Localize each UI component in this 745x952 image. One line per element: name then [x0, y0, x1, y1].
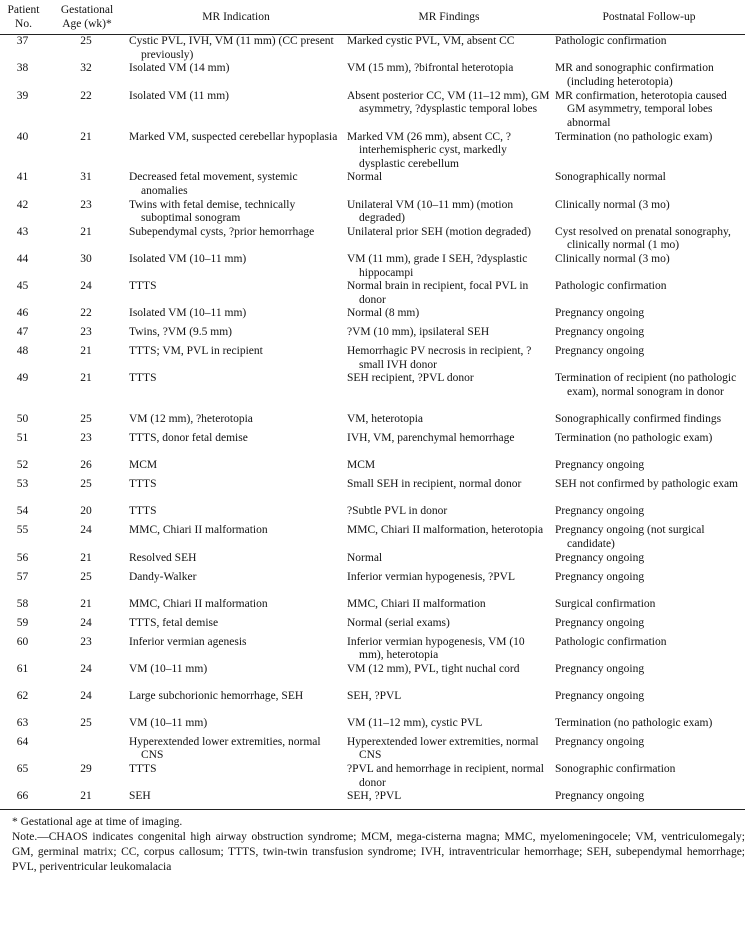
cell-mr-findings-text: Hemorrhagic PV necrosis in recipient, ?small IVH donor — [347, 345, 532, 371]
cell-postnatal-follow-up — [553, 280, 745, 307]
cell-mr-indication-text: TTTS, donor fetal demise — [129, 432, 248, 445]
cell-postnatal-follow-up-text: Sonographic confirmation — [555, 763, 676, 776]
cell-postnatal-follow-up-text: Surgical confirmation — [555, 597, 656, 610]
cell-postnatal-follow-up — [553, 690, 745, 717]
table-row — [0, 307, 745, 326]
cell-gestational-age: 25 — [80, 716, 92, 729]
cell-mr-indication — [127, 372, 345, 413]
cell-mr-indication — [127, 326, 345, 345]
table-row — [0, 552, 745, 571]
cell-mr-findings — [345, 505, 553, 524]
cell-patient-no: 48 — [16, 345, 29, 358]
cell-mr-findings-text: Marked cystic PVL, VM, absent CC — [347, 35, 515, 48]
cell-mr-findings-text: VM (15 mm), ?bifrontal heterotopia — [347, 62, 514, 75]
cell-postnatal-follow-up — [553, 598, 745, 617]
cell-postnatal-follow-up-text: Pregnancy ongoing — [555, 735, 645, 748]
cell-patient-no: 43 — [16, 225, 29, 238]
cell-patient-no: 49 — [16, 372, 29, 385]
cell-postnatal-follow-up-text: Clinically normal (3 mo) — [555, 198, 670, 211]
cell-mr-findings-text: Absent posterior CC, VM (11–12 mm), GM asymmetry, ?dysplastic temporal lobes — [347, 89, 550, 116]
cell-mr-findings — [345, 326, 553, 345]
cell-mr-indication — [127, 736, 345, 763]
cell-postnatal-follow-up-text: Pregnancy ongoing — [555, 790, 645, 803]
cell-mr-findings — [345, 280, 553, 307]
cell-mr-indication — [127, 307, 345, 326]
cell-postnatal-follow-up — [553, 35, 745, 63]
cell-postnatal-follow-up — [553, 478, 745, 505]
cell-gestational-age: 24 — [80, 280, 92, 293]
cell-gestational-age: 25 — [80, 570, 92, 583]
table-row — [0, 90, 745, 131]
table-row — [0, 372, 745, 413]
cell-gestational-age: 30 — [80, 252, 92, 265]
cell-mr-indication — [127, 413, 345, 432]
cell-mr-indication — [127, 199, 345, 226]
cell-postnatal-follow-up — [553, 459, 745, 478]
footnote-note: Note.—CHAOS indicates congenital high airway obstruction syndrome; MCM, mega-cisterna magna; MMC, myelomeningocele; VM, ventriculomegaly; GM, germinal matrix; CC, corpus callosum; TTTS, twin-twin transfusion syndrome; IVH, intraventricular hemorrhage; SEH, subependymal hemorrhage; PVL, periventricular leukomalacia — [12, 831, 745, 874]
cell-postnatal-follow-up-text: Pregnancy ongoing — [555, 551, 645, 564]
cell-patient-no: 42 — [16, 198, 29, 211]
cell-mr-indication — [127, 62, 345, 89]
cell-mr-indication — [127, 90, 345, 131]
table-row — [0, 663, 745, 690]
cell-mr-findings — [345, 636, 553, 663]
cell-patient-no: 54 — [16, 505, 29, 518]
cell-gestational-age: 23 — [80, 432, 92, 445]
cell-mr-indication — [127, 505, 345, 524]
table-row — [0, 171, 745, 198]
cell-mr-indication-text: TTTS — [129, 763, 157, 776]
cell-patient-no: 55 — [16, 524, 29, 537]
cell-mr-findings — [345, 199, 553, 226]
cell-mr-findings — [345, 552, 553, 571]
cell-mr-findings-text: Marked VM (26 mm), absent CC, ?interhemispheric cyst, markedly dysplastic cerebellum — [347, 130, 511, 170]
cell-mr-indication — [127, 226, 345, 253]
table-row — [0, 736, 745, 763]
cell-mr-findings — [345, 432, 553, 459]
cell-postnatal-follow-up-text: Clinically normal (3 mo) — [555, 252, 670, 265]
cell-mr-indication — [127, 131, 345, 172]
cell-postnatal-follow-up-text: Pathologic confirmation — [555, 35, 667, 48]
table-row — [0, 459, 745, 478]
cell-postnatal-follow-up — [553, 171, 745, 198]
cell-mr-findings — [345, 663, 553, 690]
cell-postnatal-follow-up-text: Pregnancy ongoing — [555, 662, 645, 675]
table-row — [0, 524, 745, 551]
cell-mr-indication-text: Cystic PVL, IVH, VM (11 mm) (CC present previously) — [129, 35, 334, 61]
cell-mr-indication — [127, 478, 345, 505]
cell-mr-findings — [345, 690, 553, 717]
cell-mr-indication — [127, 253, 345, 280]
cell-mr-indication — [127, 617, 345, 636]
cell-mr-findings-text: Normal (8 mm) — [347, 307, 420, 320]
cell-mr-findings — [345, 35, 553, 63]
cell-mr-indication — [127, 717, 345, 736]
table-row — [0, 763, 745, 790]
cell-mr-findings-text: Inferior vermian hypogenesis, VM (10 mm), heterotopia — [347, 635, 525, 662]
header-gestational-age: Gestational Age (wk)* — [60, 4, 114, 30]
cell-patient-no: 47 — [16, 326, 29, 339]
cell-patient-no: 50 — [16, 413, 29, 426]
table-body — [0, 35, 745, 810]
cell-postnatal-follow-up-text: Termination (no pathologic exam) — [555, 716, 713, 729]
cell-mr-findings — [345, 345, 553, 372]
cell-postnatal-follow-up — [553, 790, 745, 810]
cell-mr-indication-text: Inferior vermian agenesis — [129, 635, 247, 648]
cell-postnatal-follow-up — [553, 505, 745, 524]
cell-patient-no: 52 — [16, 459, 29, 472]
cell-postnatal-follow-up-text: Pregnancy ongoing — [555, 616, 645, 629]
cell-gestational-age: 26 — [80, 459, 92, 472]
cell-postnatal-follow-up-text: Pathologic confirmation — [555, 280, 667, 293]
cell-mr-findings-text: Normal (serial exams) — [347, 616, 450, 629]
cell-mr-findings — [345, 717, 553, 736]
cell-mr-findings-text: SEH recipient, ?PVL donor — [347, 372, 474, 385]
cell-mr-findings-text: Normal brain in recipient, focal PVL in donor — [347, 280, 529, 306]
cell-gestational-age: 24 — [80, 662, 92, 675]
cell-mr-indication-text: Dandy-Walker — [129, 570, 197, 583]
cell-postnatal-follow-up — [553, 432, 745, 459]
cell-postnatal-follow-up — [553, 90, 745, 131]
cell-mr-findings-text: Hyperextended lower extremities, normal CNS — [347, 735, 539, 762]
cell-mr-findings-text: VM (11 mm), grade I SEH, ?dysplastic hippocampi — [347, 252, 528, 279]
table-header — [0, 3, 745, 35]
table-row — [0, 280, 745, 307]
cell-mr-indication-text: Large subchorionic hemorrhage, SEH — [129, 689, 304, 702]
cell-postnatal-follow-up-text: Cyst resolved on prenatal sonography, clinically normal (1 mo) — [555, 225, 731, 252]
cell-postnatal-follow-up-text: Sonographically confirmed findings — [555, 413, 722, 426]
cell-postnatal-follow-up — [553, 571, 745, 598]
cell-mr-findings — [345, 372, 553, 413]
cell-postnatal-follow-up-text: MR confirmation, heterotopia caused GM asymmetry, temporal lobes abnormal — [555, 89, 727, 129]
table-row — [0, 598, 745, 617]
cell-patient-no: 62 — [16, 689, 29, 702]
cell-postnatal-follow-up-text: Pregnancy ongoing — [555, 505, 645, 518]
cell-mr-findings-text: MMC, Chiari II malformation, heterotopia — [347, 524, 544, 537]
cell-mr-findings — [345, 736, 553, 763]
cell-mr-findings — [345, 459, 553, 478]
cell-mr-findings-text: Small SEH in recipient, normal donor — [347, 478, 522, 491]
cell-mr-indication — [127, 524, 345, 551]
cell-mr-indication-text: Hyperextended lower extremities, normal CNS — [129, 735, 321, 762]
cell-mr-indication-text: MCM — [129, 459, 158, 472]
cell-mr-findings — [345, 478, 553, 505]
cell-mr-indication-text: Isolated VM (11 mm) — [129, 89, 229, 102]
cell-mr-findings — [345, 598, 553, 617]
cell-patient-no: 46 — [16, 307, 29, 320]
cell-gestational-age: 23 — [80, 635, 92, 648]
cell-patient-no: 41 — [16, 171, 29, 184]
table-row — [0, 636, 745, 663]
cell-postnatal-follow-up — [553, 524, 745, 551]
cell-mr-indication-text: TTTS, fetal demise — [129, 616, 219, 629]
cell-postnatal-follow-up — [553, 326, 745, 345]
cell-patient-no: 66 — [16, 790, 29, 803]
cell-postnatal-follow-up-text: Pathologic confirmation — [555, 635, 667, 648]
cell-patient-no: 56 — [16, 551, 29, 564]
cell-postnatal-follow-up-text: Pregnancy ongoing (not surgical candidate) — [555, 524, 705, 551]
cell-mr-indication-text: TTTS — [129, 280, 157, 293]
table-row — [0, 326, 745, 345]
cell-mr-indication-text: TTTS; VM, PVL in recipient — [129, 345, 263, 358]
cell-mr-indication — [127, 171, 345, 198]
cell-mr-findings-text: SEH, ?PVL — [347, 790, 402, 803]
cell-gestational-age: 25 — [80, 35, 92, 48]
cell-mr-indication-text: SEH — [129, 790, 151, 803]
cell-gestational-age: 21 — [80, 790, 92, 803]
header-postnatal-follow-up: Postnatal Follow-up — [602, 10, 696, 23]
footnote-asterisk: * Gestational age at time of imaging. — [12, 816, 183, 829]
cell-patient-no: 37 — [16, 35, 29, 48]
cell-gestational-age: 24 — [80, 616, 92, 629]
header-mr-findings: MR Findings — [418, 10, 480, 23]
cell-postnatal-follow-up — [553, 307, 745, 326]
table-row — [0, 790, 745, 810]
cell-mr-indication-text: VM (10–11 mm) — [129, 716, 208, 729]
cell-mr-indication — [127, 598, 345, 617]
table-row — [0, 226, 745, 253]
cell-gestational-age: 32 — [80, 62, 92, 75]
cell-mr-findings — [345, 413, 553, 432]
cell-postnatal-follow-up-text: Termination of recipient (no pathologic exam), normal sonogram in donor — [555, 372, 737, 399]
cell-postnatal-follow-up — [553, 62, 745, 89]
cell-mr-findings — [345, 571, 553, 598]
cell-mr-findings-text: MMC, Chiari II malformation — [347, 597, 486, 610]
cell-mr-indication-text: TTTS — [129, 478, 157, 491]
cell-mr-findings-text: VM, heterotopia — [347, 413, 424, 426]
cell-gestational-age: 20 — [80, 505, 92, 518]
cell-gestational-age: 21 — [80, 372, 92, 385]
cell-gestational-age: 23 — [80, 198, 92, 211]
cell-patient-no: 45 — [16, 280, 29, 293]
table-row — [0, 505, 745, 524]
cell-gestational-age: 21 — [80, 597, 92, 610]
cell-mr-indication — [127, 690, 345, 717]
cell-mr-indication-text: Isolated VM (10–11 mm) — [129, 307, 247, 320]
cell-patient-no: 63 — [16, 716, 29, 729]
cell-mr-findings-text: IVH, VM, parenchymal hemorrhage — [347, 432, 515, 445]
cell-gestational-age: 21 — [80, 225, 92, 238]
cell-postnatal-follow-up — [553, 663, 745, 690]
cell-mr-findings-text: VM (11–12 mm), cystic PVL — [347, 716, 483, 729]
cell-mr-indication — [127, 636, 345, 663]
cell-postnatal-follow-up — [553, 736, 745, 763]
cell-mr-indication-text: MMC, Chiari II malformation — [129, 597, 268, 610]
cell-postnatal-follow-up — [553, 199, 745, 226]
cell-postnatal-follow-up-text: SEH not confirmed by pathologic exam — [555, 478, 739, 491]
table-row — [0, 253, 745, 280]
cell-patient-no: 51 — [16, 432, 29, 445]
cell-mr-findings — [345, 524, 553, 551]
cell-postnatal-follow-up — [553, 617, 745, 636]
cell-mr-findings-text: Inferior vermian hypogenesis, ?PVL — [347, 570, 515, 583]
table-row — [0, 199, 745, 226]
table-row — [0, 35, 745, 63]
cell-postnatal-follow-up-text: Pregnancy ongoing — [555, 570, 645, 583]
cell-mr-findings — [345, 763, 553, 790]
cell-mr-indication — [127, 35, 345, 63]
cell-postnatal-follow-up-text: Termination (no pathologic exam) — [555, 432, 713, 445]
table-row — [0, 413, 745, 432]
cell-mr-findings-text: Normal — [347, 551, 383, 564]
header-patient-no: Patient No. — [7, 4, 40, 30]
cell-mr-indication — [127, 763, 345, 790]
cell-mr-indication-text: Marked VM, suspected cerebellar hypoplasia — [129, 130, 338, 143]
cell-postnatal-follow-up — [553, 253, 745, 280]
cell-gestational-age: 29 — [80, 763, 92, 776]
cell-patient-no: 40 — [16, 130, 29, 143]
cell-mr-findings — [345, 226, 553, 253]
cell-mr-indication-text: Isolated VM (10–11 mm) — [129, 252, 247, 265]
table-row — [0, 617, 745, 636]
cell-mr-indication-text: TTTS — [129, 505, 157, 518]
cell-mr-findings — [345, 790, 553, 810]
cell-mr-indication-text: Resolved SEH — [129, 551, 197, 564]
cell-mr-findings-text: MCM — [347, 459, 376, 472]
table-row — [0, 690, 745, 717]
cell-postnatal-follow-up — [553, 763, 745, 790]
cell-gestational-age: 25 — [80, 478, 92, 491]
cell-gestational-age: 21 — [80, 551, 92, 564]
header-mr-indication: MR Indication — [202, 10, 270, 23]
table-footnotes — [0, 810, 745, 875]
cell-patient-no: 64 — [16, 735, 29, 748]
cell-patient-no: 44 — [16, 252, 29, 265]
cell-gestational-age: 22 — [80, 307, 92, 320]
cell-postnatal-follow-up — [553, 717, 745, 736]
cell-postnatal-follow-up — [553, 552, 745, 571]
cell-mr-indication — [127, 432, 345, 459]
cell-mr-indication — [127, 280, 345, 307]
cell-mr-findings-text: SEH, ?PVL — [347, 689, 402, 702]
cell-patient-no: 59 — [16, 616, 29, 629]
cell-postnatal-follow-up — [553, 372, 745, 413]
cell-mr-findings — [345, 90, 553, 131]
cell-mr-indication-text: Isolated VM (14 mm) — [129, 62, 230, 75]
cell-gestational-age: 24 — [80, 689, 92, 702]
cell-mr-findings-text: Unilateral prior SEH (motion degraded) — [347, 225, 531, 238]
cell-patient-no: 65 — [16, 763, 29, 776]
cell-patient-no: 38 — [16, 62, 29, 75]
cell-patient-no: 61 — [16, 662, 29, 675]
cell-mr-indication-text: TTTS — [129, 372, 157, 385]
cell-gestational-age: 21 — [80, 130, 92, 143]
cell-mr-indication — [127, 552, 345, 571]
cell-mr-findings — [345, 253, 553, 280]
cell-gestational-age: 21 — [80, 345, 92, 358]
cell-postnatal-follow-up-text: Termination (no pathologic exam) — [555, 130, 713, 143]
cell-postnatal-follow-up-text: Pregnancy ongoing — [555, 307, 645, 320]
cell-postnatal-follow-up-text: Pregnancy ongoing — [555, 326, 645, 339]
cell-mr-indication — [127, 459, 345, 478]
cell-postnatal-follow-up-text: MR and sonographic confirmation (including heterotopia) — [555, 62, 714, 88]
cell-postnatal-follow-up-text: Pregnancy ongoing — [555, 345, 645, 358]
table-row — [0, 62, 745, 89]
cell-mr-indication — [127, 663, 345, 690]
cell-mr-findings — [345, 617, 553, 636]
cell-mr-findings-text: Unilateral VM (10–11 mm) (motion degraded) — [347, 198, 514, 225]
cell-patient-no: 57 — [16, 570, 29, 583]
table-row — [0, 717, 745, 736]
cell-mr-indication — [127, 571, 345, 598]
table-row — [0, 131, 745, 172]
cell-gestational-age: 31 — [80, 171, 92, 184]
cell-mr-indication-text: MMC, Chiari II malformation — [129, 524, 268, 537]
cell-postnatal-follow-up — [553, 413, 745, 432]
table-row — [0, 432, 745, 459]
cell-postnatal-follow-up-text: Pregnancy ongoing — [555, 689, 645, 702]
cell-postnatal-follow-up-text: Sonographically normal — [555, 171, 666, 184]
cell-mr-indication — [127, 790, 345, 810]
cell-gestational-age: 24 — [80, 524, 92, 537]
cell-mr-indication-text: Decreased fetal movement, systemic anomalies — [129, 171, 298, 197]
table-row — [0, 345, 745, 372]
cell-gestational-age: 25 — [80, 413, 92, 426]
cell-mr-indication-text: Twins with fetal demise, technically suboptimal sonogram — [129, 198, 296, 225]
cell-postnatal-follow-up — [553, 345, 745, 372]
table-row — [0, 571, 745, 598]
cell-mr-findings — [345, 62, 553, 89]
cell-mr-findings-text: ?PVL and hemorrhage in recipient, normal donor — [347, 763, 544, 789]
table-row — [0, 478, 745, 505]
cell-mr-findings-text: ?Subtle PVL in donor — [347, 505, 448, 518]
cell-mr-indication-text: Subependymal cysts, ?prior hemorrhage — [129, 225, 315, 238]
cell-mr-findings — [345, 171, 553, 198]
cell-mr-findings-text: ?VM (10 mm), ipsilateral SEH — [347, 326, 490, 339]
cell-postnatal-follow-up — [553, 636, 745, 663]
cell-mr-indication-text: VM (12 mm), ?heterotopia — [129, 413, 253, 426]
cell-mr-indication — [127, 345, 345, 372]
cell-patient-no: 60 — [16, 635, 29, 648]
cell-postnatal-follow-up — [553, 131, 745, 172]
cell-patient-no: 58 — [16, 597, 29, 610]
cell-gestational-age: 22 — [80, 89, 92, 102]
cell-mr-findings — [345, 131, 553, 172]
cell-gestational-age — [47, 736, 127, 763]
cell-postnatal-follow-up — [553, 226, 745, 253]
cell-patient-no: 53 — [16, 478, 29, 491]
cell-mr-findings-text: Normal — [347, 171, 383, 184]
cell-mr-indication-text: VM (10–11 mm) — [129, 662, 208, 675]
cell-gestational-age: 23 — [80, 326, 92, 339]
cell-patient-no: 39 — [16, 89, 29, 102]
cell-mr-findings-text: VM (12 mm), PVL, tight nuchal cord — [347, 662, 520, 675]
cell-mr-indication-text: Twins, ?VM (9.5 mm) — [129, 326, 233, 339]
cell-mr-findings — [345, 307, 553, 326]
cell-postnatal-follow-up-text: Pregnancy ongoing — [555, 459, 645, 472]
findings-table — [0, 3, 745, 810]
